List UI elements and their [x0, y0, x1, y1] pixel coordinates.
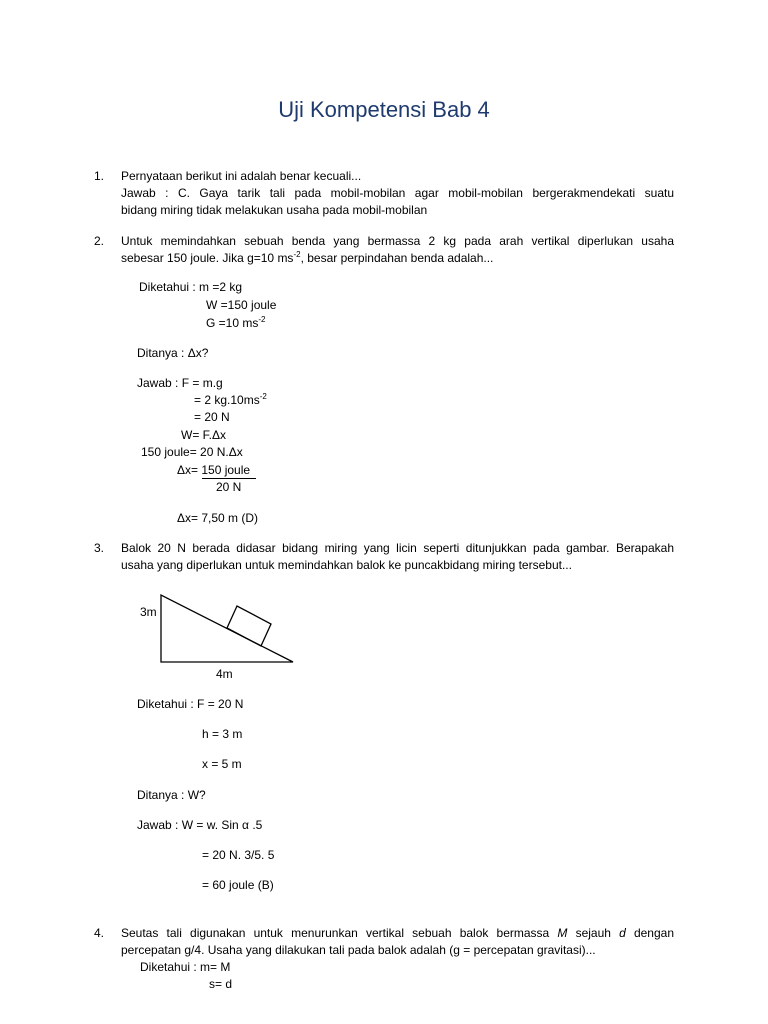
q4-diketahui-s: s= d [209, 977, 233, 991]
q2-fraction-bar [202, 478, 256, 479]
q2-line2-a: sebesar 150 joule. Jika g=10 ms [121, 251, 294, 265]
q3-label-base: 4m [216, 667, 233, 681]
q2-jawab-1: Jawab : F = m.g [137, 376, 223, 390]
q2-jawab-5: 150 joule= 20 N.Δx [141, 445, 243, 459]
q2-line2-sup: -2 [293, 250, 301, 259]
q3-label-height: 3m [140, 605, 157, 619]
q1-answer-line2: bidang miring tidak melakukan usaha pada mobil-mobilan [121, 203, 428, 217]
q2-jawab-2 [194, 393, 267, 408]
inclined-plane-diagram [155, 590, 300, 666]
q3-diketahui-f: Diketahui : F = 20 N [137, 697, 244, 711]
q3-jawab-1: Jawab : W = w. Sin α .5 [137, 818, 263, 832]
q2-diketahui-w: W =150 joule [206, 298, 277, 312]
q2-block [121, 233, 674, 267]
q4-line1-b: sejauh [567, 926, 620, 940]
q2-jawab-result: Δx= 7,50 m (D) [177, 511, 259, 525]
q2-jawab-6 [177, 463, 250, 478]
q3-jawab-3: = 60 joule (B) [202, 878, 274, 892]
q2-jawab-4: W= F.Δx [181, 428, 227, 442]
q4-line1-a: Seutas tali digunakan untuk menurunkan vertikal sebuah balok bermassa [121, 926, 558, 940]
q2-jawab-6-prefix: Δx= [177, 463, 202, 477]
q2-diketahui-g-sup: -2 [258, 315, 266, 324]
q3-diketahui-h: h = 3 m [202, 727, 243, 741]
page-title: Uji Kompetensi Bab 4 [278, 97, 490, 122]
q2-diketahui-g [206, 316, 265, 331]
q3-number: 3. [94, 541, 105, 555]
q4-line2: percepatan g/4. Usaha yang dilakukan tali pada balok adalah (g = percepatan gravitasi)... [121, 943, 596, 957]
q2-ditanya: Ditanya : Δx? [137, 346, 209, 360]
q1-answer-line1: Jawab : C. Gaya tarik tali pada mobil-mobilan agar mobil-mobilan bergerakmendekati suatu [121, 186, 674, 200]
q2-fraction-denominator: 20 N [216, 480, 242, 494]
q2-diketahui-g-text: G =10 ms [206, 316, 259, 330]
q2-line1: Untuk memindahkan sebuah benda yang bermassa 2 kg pada arah vertikal diperlukan usaha [121, 234, 674, 248]
q3-diketahui-x: x = 5 m [202, 757, 242, 771]
q2-jawab-2-text: = 2 kg.10ms [194, 393, 260, 407]
block-on-incline [227, 606, 271, 646]
q3-line2: usaha yang diperlukan untuk memindahkan balok ke puncakbidang miring tersebut... [121, 558, 572, 572]
q2-line2-b: , besar perpindahan benda adalah... [300, 251, 494, 265]
q4-distance-symbol: d [619, 926, 626, 940]
q2-line2 [121, 250, 674, 267]
q3-jawab-2: = 20 N. 3/5. 5 [202, 848, 275, 862]
q4-number: 4. [94, 926, 105, 940]
q2-fraction-numerator: 150 joule [201, 463, 251, 477]
q2-jawab-3: = 20 N [194, 410, 230, 424]
q4-mass-symbol: M [557, 926, 568, 940]
q4-diketahui-m: Diketahui : m= M [140, 960, 231, 974]
q4-line1 [121, 925, 674, 942]
q3-block [121, 540, 674, 574]
q1-block [121, 168, 674, 219]
q1-number: 1. [94, 169, 105, 183]
q2-jawab-2-sup: -2 [259, 392, 267, 401]
q3-ditanya: Ditanya : W? [137, 788, 206, 802]
q1-question: Pernyataan berikut ini adalah benar kecuali... [121, 169, 362, 183]
q2-diketahui-m: Diketahui : m =2 kg [139, 280, 243, 294]
q2-number: 2. [94, 234, 105, 248]
q4-block [121, 925, 674, 959]
q3-line1: Balok 20 N berada didasar bidang miring yang licin seperti ditunjukkan pada gambar. Berapakah [121, 541, 674, 555]
q4-line1-c: dengan [625, 926, 675, 940]
